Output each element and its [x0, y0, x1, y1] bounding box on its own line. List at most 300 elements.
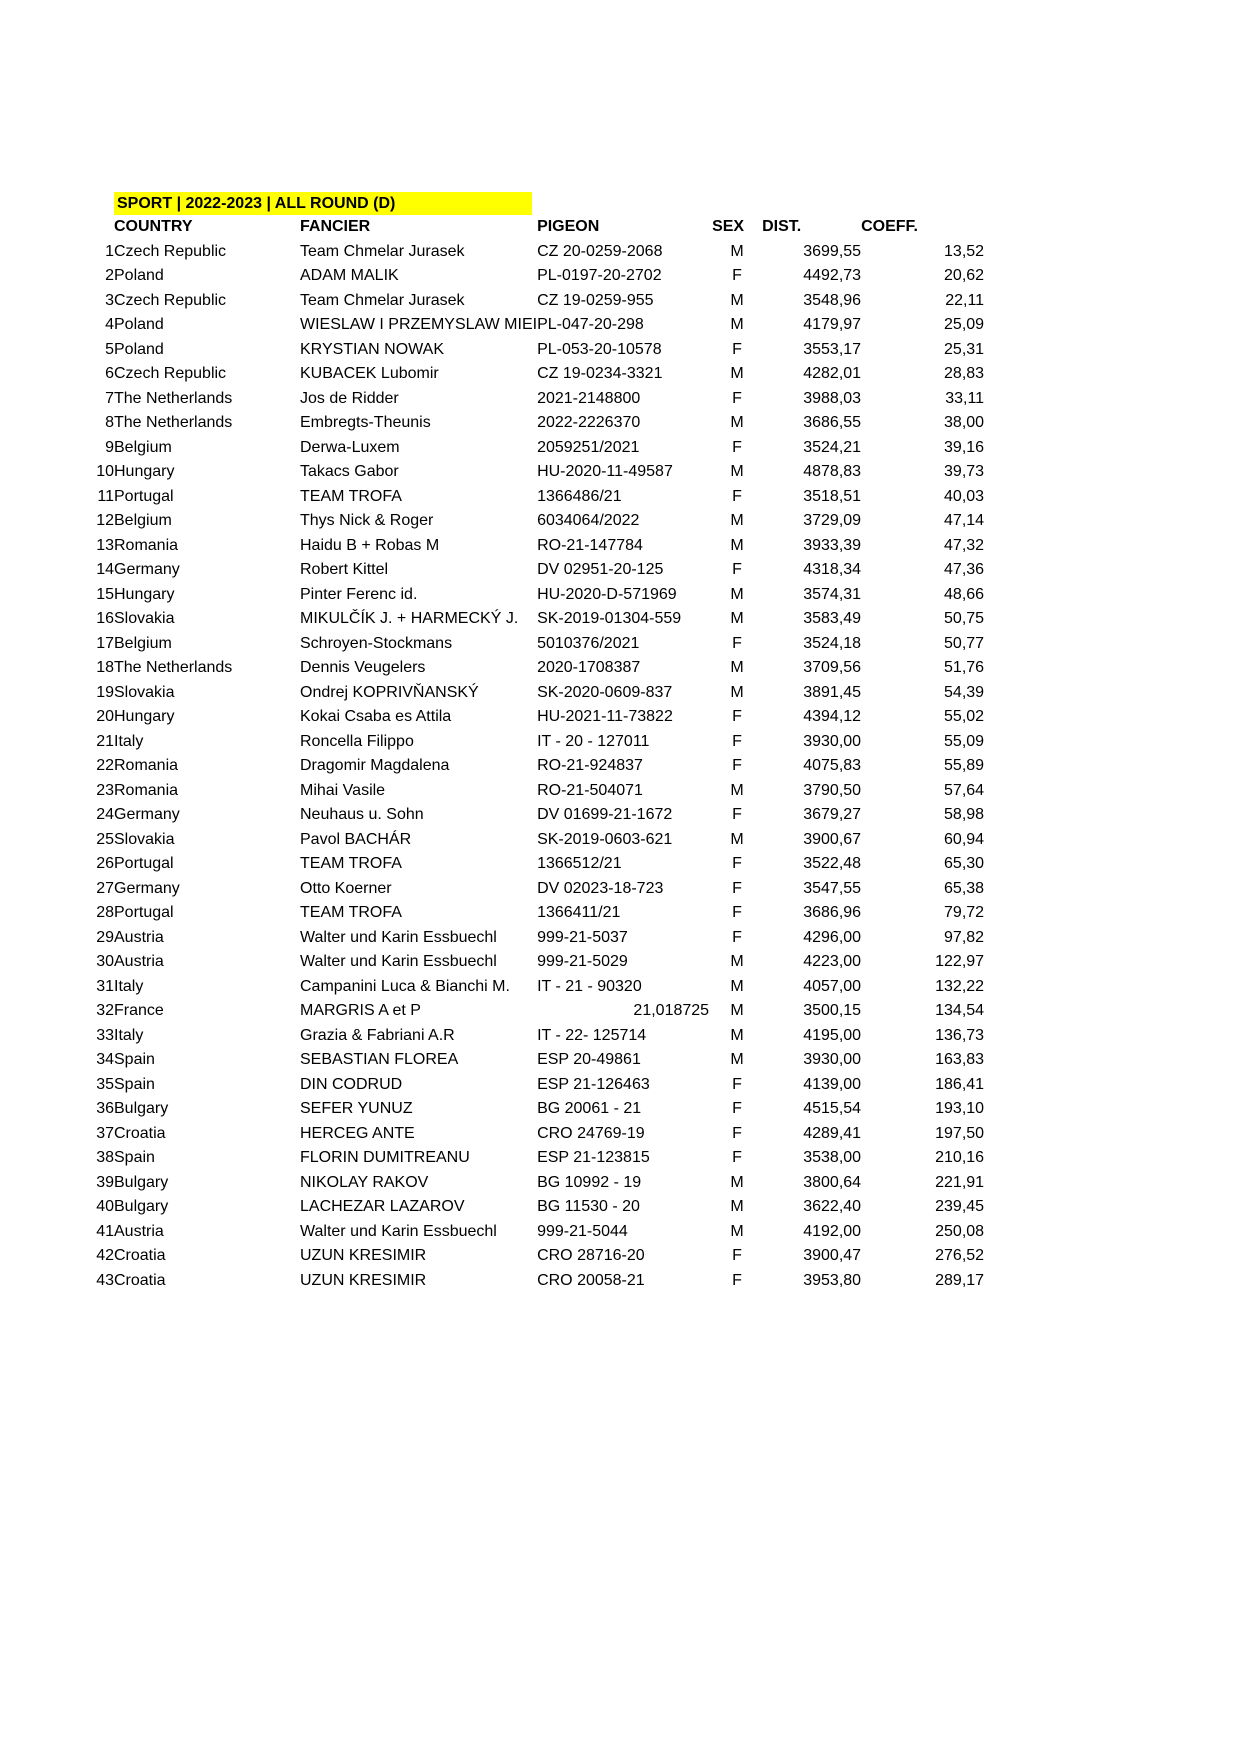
table-row [60, 999, 984, 1024]
rank-cell: 22 [96, 757, 114, 774]
dist-cell: 3686,55 [803, 414, 862, 431]
sex-cell: F [732, 708, 742, 725]
coeff-cell: 65,38 [944, 879, 985, 897]
table-row [60, 779, 984, 804]
pigeon-cell: IT - 21 - 90320 [537, 977, 642, 995]
coeff-cell: 97,82 [944, 928, 985, 946]
table-row [60, 387, 984, 412]
header-country: COUNTRY [114, 218, 193, 235]
table-row [60, 264, 984, 289]
rank-cell: 42 [96, 1247, 114, 1264]
pigeon-cell: SK-2019-01304-559 [537, 610, 682, 627]
dist-cell: 3553,17 [803, 340, 862, 358]
dist-cell: 4515,54 [803, 1100, 862, 1117]
sex-cell: F [732, 1247, 742, 1264]
coeff-cell: 50,77 [944, 634, 985, 652]
rank-cell: 23 [96, 781, 114, 799]
country-cell: Poland [114, 267, 164, 284]
fancier-cell: Otto Koerner [300, 879, 392, 897]
pigeon-cell: 999-21-5029 [537, 953, 628, 970]
coeff-cell: 39,73 [944, 463, 985, 480]
dist-cell: 3930,00 [803, 732, 862, 750]
coeff-cell: 40,03 [944, 487, 985, 505]
coeff-cell: 38,00 [944, 414, 985, 431]
country-cell: The Netherlands [114, 389, 233, 407]
country-cell: Romania [114, 536, 179, 554]
rank-cell: 5 [105, 340, 114, 358]
pigeon-cell: SK-2020-0609-837 [537, 683, 673, 701]
rank-cell: 1 [105, 242, 114, 260]
country-cell: Portugal [114, 855, 174, 872]
header-rank [60, 215, 114, 240]
dist-cell: 4223,00 [803, 953, 862, 970]
table-row [60, 1048, 984, 1073]
sex-cell: F [732, 855, 742, 872]
coeff-cell: 134,54 [935, 1002, 985, 1019]
pigeon-cell: PL-047-20-298 [537, 316, 644, 333]
table-row [60, 558, 984, 583]
country-cell: Bulgary [114, 1100, 169, 1117]
table-row [60, 411, 984, 436]
coeff-cell: 55,09 [944, 732, 985, 750]
pigeon-cell: 1366512/21 [537, 855, 622, 872]
rank-cell: 11 [97, 487, 114, 505]
coeff-cell: 33,11 [945, 389, 985, 407]
fancier-cell: Team Chmelar Jurasek [300, 242, 465, 260]
rank-cell: 36 [96, 1100, 114, 1117]
pigeon-cell: 999-21-5037 [537, 928, 628, 946]
pigeon-cell: CZ 19-0234-3321 [537, 365, 663, 382]
sex-cell: F [732, 487, 742, 505]
table-row [60, 656, 984, 681]
header-pigeon: PIGEON [537, 218, 600, 235]
table-row [60, 313, 984, 338]
country-cell: The Netherlands [114, 414, 233, 431]
coeff-cell: 28,83 [944, 365, 985, 382]
pigeon-cell: 5010376/2021 [537, 634, 640, 652]
country-cell: Poland [114, 340, 164, 358]
table-row [60, 828, 984, 853]
table-row [60, 509, 984, 534]
fancier-cell: TEAM TROFA [300, 487, 402, 505]
fancier-cell: TEAM TROFA [300, 855, 402, 872]
table-row [60, 436, 984, 461]
pigeon-cell: CZ 20-0259-2068 [537, 242, 663, 260]
sex-cell: M [730, 536, 744, 554]
rank-cell: 39 [96, 1173, 114, 1191]
header-row [60, 215, 984, 240]
rank-cell: 33 [96, 1026, 114, 1044]
country-cell: Poland [114, 316, 164, 333]
table-row [60, 607, 984, 632]
fancier-cell: MARGRIS A et P [300, 1002, 421, 1019]
coeff-cell: 289,17 [935, 1271, 985, 1289]
sex-cell: M [730, 683, 744, 701]
header-fancier: FANCIER [300, 218, 371, 235]
table-row [60, 1220, 984, 1245]
table-row [60, 730, 984, 755]
rank-cell: 2 [105, 267, 114, 284]
fancier-cell: Walter und Karin Essbuechl [300, 928, 497, 946]
fancier-cell: ADAM MALIK [300, 267, 399, 284]
table-row [60, 1024, 984, 1049]
sex-cell: M [730, 659, 744, 676]
table-row [60, 1146, 984, 1171]
pigeon-cell: 2020-1708387 [537, 659, 641, 676]
table-row [60, 705, 984, 730]
country-cell: Romania [114, 757, 179, 774]
coeff-cell: 22,11 [945, 291, 985, 309]
dist-cell: 4057,00 [803, 977, 862, 995]
table-row [60, 632, 984, 657]
country-cell: Czech Republic [114, 242, 227, 260]
sex-cell: M [730, 1051, 744, 1068]
fancier-cell: FLORIN DUMITREANU [300, 1149, 470, 1166]
dist-cell: 4296,00 [803, 928, 862, 946]
table-row [60, 362, 984, 387]
dist-cell: 3790,50 [803, 781, 862, 799]
country-cell: Czech Republic [114, 291, 227, 309]
fancier-cell: Walter und Karin Essbuechl [300, 1222, 497, 1240]
dist-cell: 3548,96 [803, 291, 862, 309]
country-cell: Germany [114, 806, 180, 823]
sex-cell: M [730, 1002, 744, 1019]
country-cell: Spain [114, 1075, 155, 1093]
coeff-cell: 163,83 [935, 1051, 985, 1068]
fancier-cell: SEBASTIAN FLOREA [300, 1051, 459, 1068]
dist-cell: 3574,31 [803, 585, 862, 603]
country-cell: Slovakia [114, 683, 175, 701]
fancier-cell: Neuhaus u. Sohn [300, 806, 424, 823]
dist-cell: 4394,12 [803, 708, 862, 725]
sex-cell: M [730, 291, 744, 309]
fancier-cell: KRYSTIAN NOWAK [300, 340, 445, 358]
sex-cell: M [730, 242, 744, 260]
rank-cell: 29 [96, 928, 114, 946]
fancier-cell: KUBACEK Lubomir [300, 365, 439, 382]
country-cell: Slovakia [114, 610, 175, 627]
fancier-cell: Dennis Veugelers [300, 659, 426, 676]
fancier-cell: Mihai Vasile [300, 781, 386, 799]
table-row [60, 485, 984, 510]
pigeon-cell: DV 02023-18-723 [537, 879, 664, 897]
country-cell: Belgium [114, 634, 172, 652]
rank-cell: 25 [96, 830, 114, 848]
coeff-cell: 39,16 [944, 438, 985, 456]
sex-cell: F [732, 879, 742, 897]
pigeon-cell: HU-2020-D-571969 [537, 585, 677, 603]
rank-cell: 21 [96, 732, 114, 750]
sex-cell: M [730, 610, 744, 627]
dist-cell: 3930,00 [803, 1051, 862, 1068]
coeff-cell: 47,32 [944, 536, 985, 554]
sex-cell: F [732, 267, 742, 284]
rank-cell: 43 [96, 1271, 114, 1289]
country-cell: Italy [114, 1026, 144, 1044]
coeff-cell: 48,66 [944, 585, 985, 603]
coeff-cell: 132,22 [935, 977, 985, 995]
sex-cell: F [732, 806, 742, 823]
pigeon-cell: CZ 19-0259-955 [537, 291, 654, 309]
fancier-cell: Team Chmelar Jurasek [300, 291, 465, 309]
country-cell: Hungary [114, 585, 175, 603]
country-cell: Austria [114, 928, 164, 946]
dist-cell: 3524,18 [803, 634, 862, 652]
sex-cell: M [730, 953, 744, 970]
fancier-cell: Haidu B + Robas M [300, 536, 440, 554]
pigeon-cell: BG 11530 - 20 [537, 1198, 640, 1215]
dist-cell: 4075,83 [803, 757, 862, 774]
rank-cell: 18 [96, 659, 114, 676]
table-row [60, 460, 984, 485]
coeff-cell: 136,73 [935, 1026, 985, 1044]
country-cell: Slovakia [114, 830, 175, 848]
pigeon-cell: PL-0197-20-2702 [537, 267, 662, 284]
header-sex: SEX [712, 218, 745, 235]
pigeon-cell: CRO 28716-20 [537, 1247, 645, 1264]
rank-cell: 26 [96, 855, 114, 872]
fancier-cell: Walter und Karin Essbuechl [300, 953, 497, 970]
pigeon-cell: RO-21-504071 [537, 781, 643, 799]
dist-cell: 3538,00 [803, 1149, 862, 1166]
table-row [60, 338, 984, 363]
coeff-cell: 186,41 [935, 1075, 985, 1093]
pigeon-cell: BG 10992 - 19 [537, 1173, 642, 1191]
country-cell: Italy [114, 977, 144, 995]
table-row [60, 240, 984, 265]
sex-cell: F [732, 561, 742, 578]
coeff-cell: 122,97 [935, 953, 985, 970]
coeff-cell: 47,14 [944, 512, 985, 529]
country-cell: Portugal [114, 487, 174, 505]
coeff-cell: 58,98 [944, 806, 985, 823]
country-cell: Croatia [114, 1247, 166, 1264]
dist-cell: 3891,45 [803, 683, 862, 701]
fancier-cell: LACHEZAR LAZAROV [300, 1198, 465, 1215]
fancier-cell: MIKULČÍK J. + HARMECKÝ J. [300, 610, 519, 627]
rank-cell: 35 [96, 1075, 114, 1093]
sex-cell: M [730, 1173, 744, 1191]
coeff-cell: 193,10 [935, 1100, 985, 1117]
rank-cell: 9 [105, 438, 114, 456]
table-row [60, 926, 984, 951]
table-row [60, 1269, 984, 1294]
table-row [60, 1244, 984, 1269]
coeff-cell: 221,91 [935, 1173, 985, 1191]
rank-cell: 8 [105, 414, 114, 431]
rank-cell: 12 [96, 512, 114, 529]
table-row [60, 1122, 984, 1147]
sex-cell: F [732, 1149, 742, 1166]
country-cell: Bulgary [114, 1198, 169, 1215]
rank-cell: 6 [105, 365, 114, 382]
coeff-cell: 210,16 [935, 1149, 985, 1166]
coeff-cell: 47,36 [944, 561, 985, 578]
fancier-cell: NIKOLAY RAKOV [300, 1173, 429, 1191]
coeff-cell: 13,52 [944, 242, 985, 260]
dist-cell: 3953,80 [803, 1271, 862, 1289]
sex-cell: F [732, 340, 742, 358]
country-cell: Czech Republic [114, 365, 227, 382]
table-row [60, 950, 984, 975]
table-row [60, 1097, 984, 1122]
sex-cell: F [732, 1075, 742, 1093]
table-row [60, 803, 984, 828]
fancier-cell: Grazia & Fabriani A.R [300, 1026, 455, 1044]
coeff-cell: 50,75 [944, 610, 985, 627]
fancier-cell: SEFER YUNUZ [300, 1100, 413, 1117]
coeff-cell: 54,39 [944, 683, 985, 701]
rank-cell: 31 [96, 977, 114, 995]
fancier-cell: Robert Kittel [300, 561, 389, 578]
sex-cell: M [730, 1222, 744, 1240]
country-cell: Germany [114, 561, 180, 578]
header-coeff: COEFF. [861, 218, 918, 235]
sex-cell: M [730, 830, 744, 848]
dist-cell: 4878,83 [803, 463, 862, 480]
coeff-cell: 25,09 [944, 316, 985, 333]
fancier-cell: Derwa-Luxem [300, 438, 400, 456]
dist-cell: 3729,09 [803, 512, 862, 529]
sex-cell: M [730, 585, 744, 603]
coeff-cell: 25,31 [944, 340, 985, 358]
table-row [60, 289, 984, 314]
table-row [60, 1195, 984, 1220]
sex-cell: M [730, 1198, 744, 1215]
table-row [60, 754, 984, 779]
dist-cell: 4195,00 [803, 1026, 862, 1044]
sex-cell: F [732, 389, 742, 407]
table-row [60, 852, 984, 877]
country-cell: Romania [114, 781, 179, 799]
coeff-cell: 55,02 [944, 708, 985, 725]
fancier-cell: Dragomir Magdalena [300, 757, 450, 774]
fancier-cell: HERCEG ANTE [300, 1124, 415, 1142]
dist-cell: 4492,73 [803, 267, 862, 284]
country-cell: Italy [114, 732, 144, 750]
coeff-cell: 60,94 [944, 830, 985, 848]
pigeon-cell: BG 20061 - 21 [537, 1100, 642, 1117]
pigeon-cell: SK-2019-0603-621 [537, 830, 673, 848]
pigeon-cell: IT - 20 - 127011 [537, 732, 650, 750]
rank-cell: 14 [96, 561, 114, 578]
fancier-cell: Thys Nick & Roger [300, 512, 434, 529]
pigeon-cell: 6034064/2022 [537, 512, 640, 529]
header-dist: DIST. [762, 218, 802, 235]
coeff-cell: 276,52 [935, 1247, 985, 1264]
fancier-cell: Kokai Csaba es Attila [300, 708, 452, 725]
fancier-cell: Embregts-Theunis [300, 414, 431, 431]
fancier-cell: Campanini Luca & Bianchi M. [300, 977, 510, 995]
coeff-cell: 197,50 [935, 1124, 985, 1142]
pigeon-cell: IT - 22- 125714 [537, 1026, 647, 1044]
coeff-cell: 57,64 [944, 781, 985, 799]
rank-cell: 17 [96, 634, 114, 652]
country-cell: Bulgary [114, 1173, 169, 1191]
table-row [60, 901, 984, 926]
sex-cell: F [732, 732, 742, 750]
table-row [60, 583, 984, 608]
table-row [60, 681, 984, 706]
country-cell: Portugal [114, 904, 174, 921]
rank-cell: 41 [96, 1222, 114, 1240]
dist-cell: 3933,39 [803, 536, 862, 554]
coeff-cell: 65,30 [944, 855, 985, 872]
table-row [60, 975, 984, 1000]
fancier-cell: Takacs Gabor [300, 463, 399, 480]
dist-cell: 4179,97 [803, 316, 862, 333]
country-cell: Germany [114, 879, 180, 897]
sex-cell: F [732, 438, 742, 456]
country-cell: Croatia [114, 1124, 166, 1142]
pigeon-cell: ESP 21-123815 [537, 1149, 650, 1166]
pigeon-cell: 2022-2226370 [537, 414, 641, 431]
dist-cell: 4318,34 [803, 561, 862, 578]
coeff-cell: 79,72 [944, 904, 985, 921]
rank-cell: 7 [105, 389, 114, 407]
dist-cell: 3522,48 [803, 855, 862, 872]
pigeon-cell: ESP 21-126463 [537, 1075, 650, 1093]
dist-cell: 3686,96 [803, 904, 862, 921]
fancier-cell: WIESLAW I PRZEMYSLAW MIEI [300, 316, 538, 333]
pigeon-cell: DV 01699-21-1672 [537, 806, 673, 823]
table-row [60, 534, 984, 559]
pigeon-cell: DV 02951-20-125 [537, 561, 664, 578]
table-row [60, 877, 984, 902]
sex-cell: F [732, 1124, 742, 1142]
country-cell: Croatia [114, 1271, 166, 1289]
pigeon-cell: HU-2020-11-49587 [537, 463, 673, 480]
dist-cell: 4289,41 [803, 1124, 862, 1142]
fancier-cell: UZUN KRESIMIR [300, 1271, 427, 1289]
dist-cell: 3500,15 [803, 1002, 862, 1019]
dist-cell: 3622,40 [803, 1198, 862, 1215]
pigeon-cell: HU-2021-11-73822 [537, 708, 673, 725]
fancier-cell: UZUN KRESIMIR [300, 1247, 427, 1264]
pigeon-cell: CRO 20058-21 [537, 1271, 645, 1289]
pigeon-cell: RO-21-147784 [537, 536, 643, 554]
dist-cell: 3679,27 [803, 806, 862, 823]
rank-cell: 38 [96, 1149, 114, 1166]
sex-cell: M [730, 781, 744, 799]
pigeon-cell: 2059251/2021 [537, 438, 640, 456]
fancier-cell: Jos de Ridder [300, 389, 399, 407]
report-title: SPORT | 2022-2023 | ALL ROUND (D) [114, 192, 532, 215]
rank-cell: 37 [96, 1124, 114, 1142]
sex-cell: F [732, 1100, 742, 1117]
fancier-cell: Roncella Filippo [300, 732, 414, 750]
country-cell: Belgium [114, 512, 172, 529]
rank-cell: 32 [96, 1002, 114, 1019]
sex-cell: F [732, 928, 742, 946]
coeff-cell: 51,76 [944, 659, 985, 676]
pigeon-cell: CRO 24769-19 [537, 1124, 645, 1142]
rank-cell: 40 [96, 1198, 114, 1215]
country-cell: France [114, 1002, 164, 1019]
sex-cell: F [732, 634, 742, 652]
dist-cell: 3524,21 [803, 438, 862, 456]
pigeon-cell: ESP 20-49861 [537, 1051, 641, 1068]
sex-cell: F [732, 757, 742, 774]
country-cell: Hungary [114, 463, 175, 480]
dist-cell: 3709,56 [803, 659, 862, 676]
country-cell: Austria [114, 1222, 164, 1240]
rank-cell: 15 [96, 585, 114, 603]
country-cell: Belgium [114, 438, 172, 456]
rank-cell: 4 [105, 316, 114, 333]
sex-cell: M [730, 414, 744, 431]
sex-cell: M [730, 512, 744, 529]
